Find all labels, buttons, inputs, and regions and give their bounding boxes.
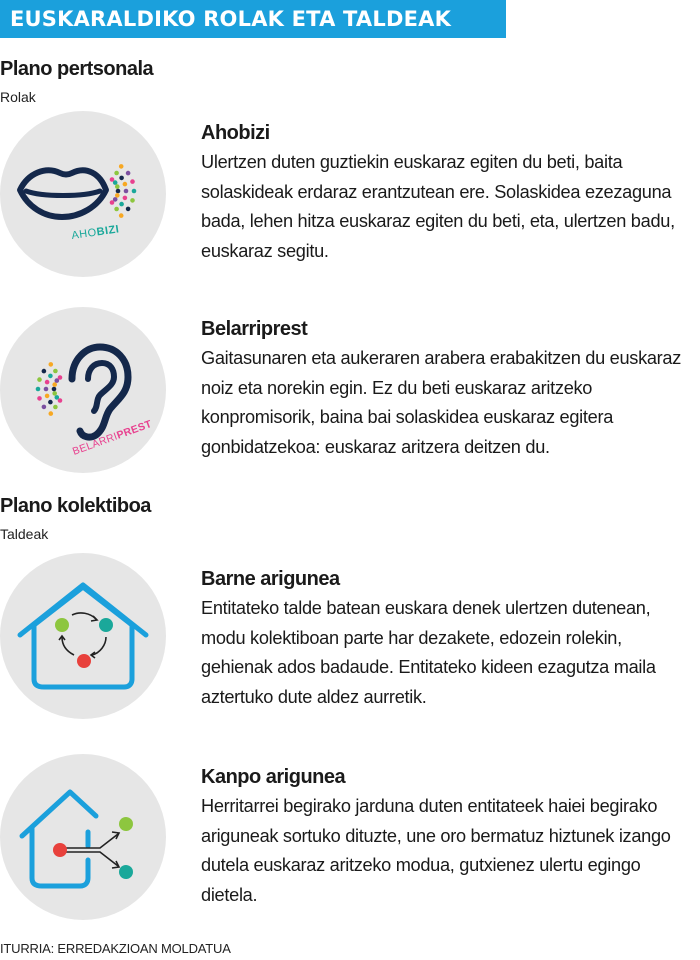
decorative-dot (37, 377, 42, 382)
section-subtitle-groups: Taldeak (0, 526, 49, 542)
decorative-dot (45, 394, 50, 399)
decorative-dot (123, 196, 128, 201)
decorative-dot (49, 411, 54, 416)
decorative-dot (130, 179, 135, 184)
decorative-dot (119, 202, 124, 207)
role-title: Ahobizi (201, 122, 270, 144)
decorative-dot (44, 387, 49, 392)
decorative-dot (113, 180, 118, 185)
decorative-dot (110, 200, 115, 205)
role-description: Gaitasunaren eta aukeraren arabera erabakitzen du euskaraz noiz eta norekin egin. Ez du beti euskaraz aritzeko konpromisorik, baina bai solaskidea euskaraz egitera gonbidatzekoa: euskaraz aritzera deitzen du. (201, 348, 682, 458)
belarriprest-logo (0, 307, 166, 473)
decorative-dot (42, 369, 47, 374)
decorative-dot (48, 374, 53, 379)
decorative-dot (49, 362, 54, 367)
decorative-dot (48, 400, 53, 405)
svg-text:AHOBIZI: AHOBIZI (70, 223, 121, 242)
decorative-dot (119, 176, 124, 181)
decorative-dot (130, 198, 135, 203)
decorative-dot (42, 405, 47, 410)
decorative-dot (52, 387, 57, 392)
role-title: Belarriprest (201, 318, 308, 340)
source-note: ITURRIA: ERREDAKZIOAN MOLDATUA (0, 941, 231, 956)
group-barne-arigunea (201, 567, 697, 713)
decorative-dot (115, 184, 120, 189)
group-kanpo-arigunea (201, 765, 697, 911)
decorative-dot (114, 171, 119, 176)
section-subtitle-roles: Rolak (0, 89, 36, 105)
group-title: Barne arigunea (201, 568, 340, 590)
decorative-dot (53, 369, 58, 374)
decorative-dot (36, 387, 41, 392)
barne-arigunea-icon-circle (0, 553, 166, 719)
decorative-dot (124, 189, 129, 194)
decorative-dot (114, 207, 119, 212)
decorative-dot (115, 193, 120, 198)
group-title: Kanpo arigunea (201, 766, 346, 788)
decorative-dot (126, 171, 131, 176)
group-description: Entitateko talde batean euskara denek ulertzen dutenean, modu kolektiboan parte har dezakete, edozein rolekin, gehienak ados badaude. Entitateko kideen ezagutza maila aztertuko dute aldez aurretik. (201, 598, 656, 708)
decorative-dot (58, 375, 63, 380)
house-open-icon (0, 754, 166, 920)
decorative-dot (116, 189, 121, 194)
decorative-dot (52, 391, 57, 396)
decorative-dot (123, 182, 128, 187)
decorative-dot (52, 382, 57, 387)
role-ahobizi (201, 121, 697, 267)
decorative-dot (132, 189, 137, 194)
page-title: EUSKARALDIKO ROLAK ETA TALDEAK (0, 0, 506, 38)
ahobizi-logo (0, 111, 166, 277)
lips-icon (0, 111, 166, 277)
ear-icon (0, 307, 166, 473)
kanpo-arigunea-icon-circle (0, 754, 166, 920)
house-cycle-icon (0, 553, 166, 719)
svg-text:BELARRIPREST: BELARRIPREST (70, 417, 154, 458)
decorative-dot (37, 396, 42, 401)
decorative-dot (126, 207, 131, 212)
decorative-dot (119, 164, 124, 169)
group-description: Herritarrei begirako jarduna duten entitateek haiei begirako ariguneak sortuko dituzte, une oro bermatuz hiztunek izango dutela euskaraz aritzeko modua, gutxienez ulertu egingo dietela. (201, 796, 671, 906)
section-title-collective: Plano kolektiboa (0, 495, 151, 517)
decorative-dot (45, 380, 50, 385)
decorative-dot (53, 405, 58, 410)
role-belarriprest (201, 317, 697, 463)
section-title-personal: Plano pertsonala (0, 58, 154, 80)
decorative-dot (55, 395, 60, 400)
role-description: Ulertzen duten guztiekin euskaraz egiten du beti, baita solaskideak erdaraz erantzutean ere. Solaskidea ezezaguna bada, lehen hitza euskaraz egiten du beti, eta, ulertzen badu, euskaraz segitu. (201, 152, 675, 262)
decorative-dot (119, 213, 124, 218)
